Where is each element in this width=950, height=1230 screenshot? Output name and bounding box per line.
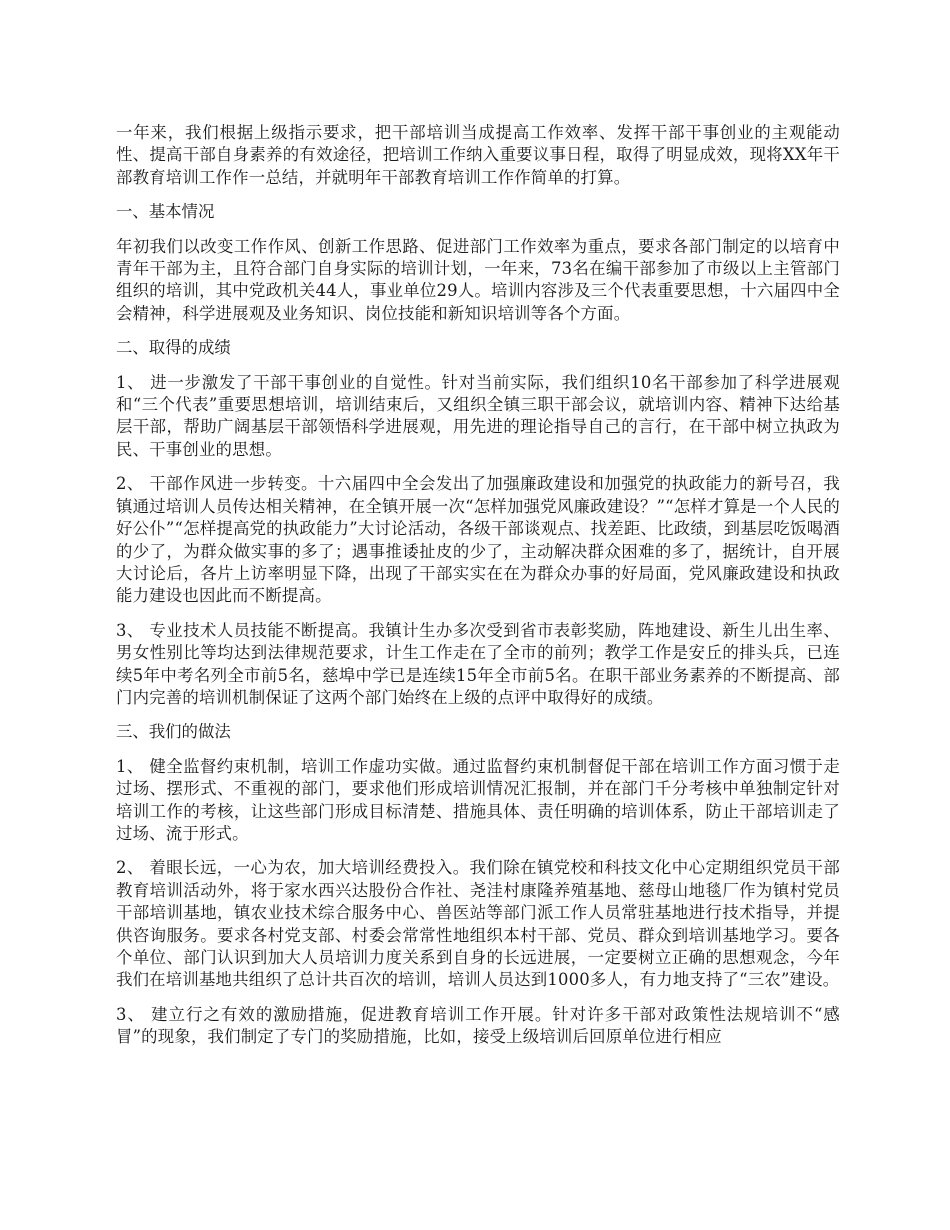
section2-paragraph-3: 3、 专业技术人员技能不断提高。我镇计生办多次受到省市表彰奖励，阵地建设、新生儿出生率、男女性别比等均达到法律规范要求，计生工作走在了全市的前列；教学工作是安丘的排头兵，已连续5年中考名列全市前5名，慈埠中学已是连续15年全市前5名。在职干部业务素养的不断提高、部门内完善的培训机制保证了这两个部门始终在上级的点评中取得好的成绩。	[116, 620, 840, 707]
document-body	[116, 122, 840, 1061]
section3-paragraph-3: 3、 建立行之有效的激励措施，促进教育培训工作开展。针对许多干部对政策性法规培训不“感冒”的现象，我们制定了专门的奖励措施，比如，接受上级培训后回原单位进行相应	[116, 1004, 840, 1047]
section2-paragraph-1: 1、 进一步激发了干部干事创业的自觉性。针对当前实际，我们组织10名干部参加了科学进展观和“三个代表”重要思想培训，培训结束后，又组织全镇三职干部会议，就培训内容、精神下达给基层干部，帮助广阔基层干部领悟科学进展观，用先进的理论指导自己的言行，在干部中树立执政为民、干事创业的思想。	[116, 372, 840, 459]
section-heading-our-methods: 三、我们的做法	[116, 722, 231, 742]
intro-paragraph: 一年来，我们根据上级指示要求，把干部培训当成提高工作效率、发挥干部干事创业的主观能动性、提高干部自身素养的有效途径，把培训工作纳入重要议事日程，取得了明显成效，现将XX年干部教育培训工作作一总结，并就明年干部教育培训工作作简单的打算。	[116, 123, 840, 187]
section-heading-achievements: 二、取得的成绩	[116, 338, 231, 358]
section3-paragraph-1: 1、 健全监督约束机制，培训工作虚功实做。通过监督约束机制督促干部在培训工作方面习惯于走过场、摆形式、不重视的部门，要求他们形成培训情况汇报制，并在部门千分考核中单独制定针对培训工作的考核，让这些部门形成目标清楚、措施具体、责任明确的培训体系，防止干部培训走了过场、流于形式。	[116, 756, 840, 843]
section-heading-basic-situation: 一、基本情况	[116, 202, 215, 222]
section1-paragraph-1: 年初我们以改变工作作风、创新工作思路、促进部门工作效率为重点，要求各部门制定的以培育中青年干部为主，且符合部门自身实际的培训计划，一年来，73名在编干部参加了市级以上主管部门组织的培训，其中党政机关44人，事业单位29人。培训内容涉及三个代表重要思想，十六届四中全会精神，科学进展观及业务知识、岗位技能和新知识培训等各个方面。	[116, 236, 840, 323]
section3-paragraph-2: 2、 着眼长远，一心为农，加大培训经费投入。我们除在镇党校和科技文化中心定期组织党员干部教育培训活动外，将于家水西兴达股份合作社、尧洼村康隆养殖基地、慈母山地毯厂作为镇村党员干部培训基地，镇农业技术综合服务中心、兽医站等部门派工作人员常驻基地进行技术指导，并提供咨询服务。要求各村党支部、村委会常常性地组织本村干部、党员、群众到培训基地学习。要各个单位、部门认识到加大人员培训力度关系到自身的长远进展，一定要树立正确的思想观念，今年我们在培训基地共组织了总计共百次的培训，培训人员达到1000多人，有力地支持了“三农”建设。	[116, 858, 840, 990]
section2-paragraph-2: 2、 干部作风进一步转变。十六届四中全会发出了加强廉政建设和加强党的执政能力的新号召，我镇通过培训人员传达相关精神，在全镇开展一次“怎样加强党风廉政建设？”“怎样才算是一个人民的好公仆”“怎样提高党的执政能力”大讨论活动，各级干部谈观点、找差距、比政绩，到基层吃饭喝酒的少了，为群众做实事的多了；遇事推诿扯皮的少了，主动解决群众困难的多了，据统计，自开展大讨论后，各片上访率明显下降，出现了干部实实在在为群众办事的好局面，党风廉政建设和执政能力建设也因此而不断提高。	[116, 474, 840, 606]
